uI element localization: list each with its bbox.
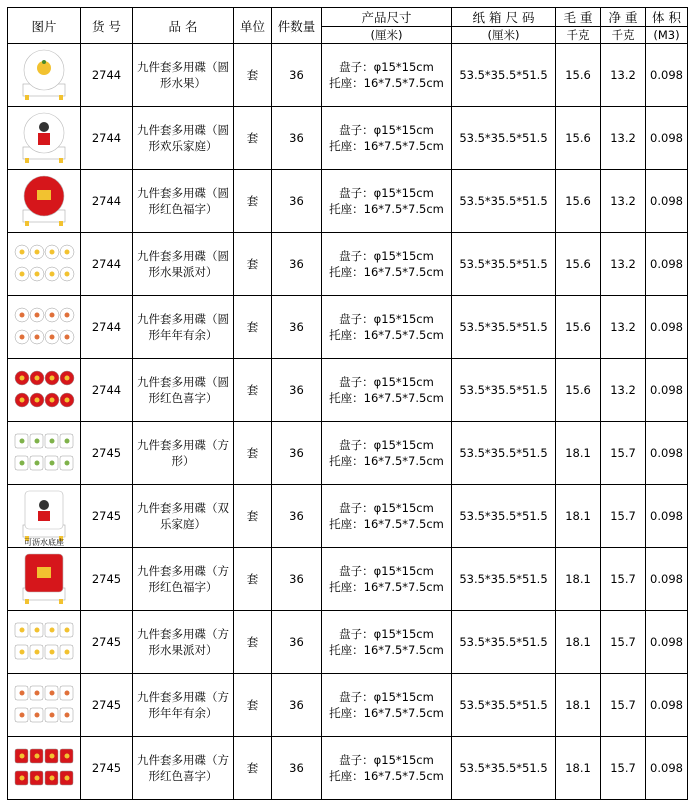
net-weight: 13.2 [601, 296, 646, 359]
net-weight: 13.2 [601, 44, 646, 107]
net-weight: 15.7 [601, 548, 646, 611]
product-size [322, 737, 452, 800]
product-image-cell [8, 44, 81, 107]
quantity: 36 [272, 359, 322, 422]
product-name-line2: 形年年有余） [148, 328, 218, 342]
item-no: 2744 [81, 107, 133, 170]
header-net-weight-unit: 千克 [601, 27, 646, 44]
product-name-line1: 九件套多用碟（圆 [137, 60, 229, 74]
net-weight: 15.7 [601, 674, 646, 737]
gross-weight: 15.6 [556, 44, 601, 107]
quantity: 36 [272, 485, 322, 548]
product-table [7, 7, 688, 800]
item-no: 2745 [81, 548, 133, 611]
table-row [8, 611, 688, 674]
plate-size: 盘子：φ15*15cm [339, 501, 434, 515]
table-row [8, 548, 688, 611]
net-weight: 15.7 [601, 422, 646, 485]
carton-size: 53.5*35.5*51.5 [452, 107, 556, 170]
carton-size: 53.5*35.5*51.5 [452, 44, 556, 107]
stand-size: 托座：16*7.5*7.5cm [329, 265, 444, 279]
product-name [133, 548, 234, 611]
product-size [322, 44, 452, 107]
product-name [133, 296, 234, 359]
round-surplus-grid-icon [13, 298, 75, 356]
net-weight: 13.2 [601, 170, 646, 233]
product-image-cell [8, 737, 81, 800]
unit: 套 [234, 107, 272, 170]
volume: 0.098 [646, 170, 688, 233]
product-image [13, 613, 75, 671]
product-size [322, 611, 452, 674]
carton-size: 53.5*35.5*51.5 [452, 737, 556, 800]
plate-size: 盘子：φ15*15cm [339, 312, 434, 326]
quantity: 36 [272, 548, 322, 611]
product-spec-sheet [7, 7, 687, 800]
product-image-cell [8, 485, 81, 548]
carton-size: 53.5*35.5*51.5 [452, 611, 556, 674]
item-no: 2745 [81, 422, 133, 485]
product-name-line1: 九件套多用碟（圆 [137, 312, 229, 326]
plate-size: 盘子：φ15*15cm [339, 690, 434, 704]
quantity: 36 [272, 233, 322, 296]
header-unit: 单位 [234, 8, 272, 44]
header-gross-weight-unit: 千克 [556, 27, 601, 44]
product-name-line1: 九件套多用碟（圆 [137, 249, 229, 263]
table-row [8, 107, 688, 170]
item-no: 2744 [81, 359, 133, 422]
quantity: 36 [272, 107, 322, 170]
unit: 套 [234, 611, 272, 674]
header-gross-weight: 毛 重 [556, 8, 601, 27]
gross-weight: 18.1 [556, 611, 601, 674]
net-weight: 15.7 [601, 737, 646, 800]
product-size [322, 233, 452, 296]
carton-size: 53.5*35.5*51.5 [452, 296, 556, 359]
product-name-line2: 形水果派对） [148, 265, 218, 279]
product-image [13, 487, 75, 545]
stand-size: 托座：16*7.5*7.5cm [329, 391, 444, 405]
quantity: 36 [272, 44, 322, 107]
product-name-line1: 九件套多用碟（方 [137, 438, 229, 452]
item-no: 2744 [81, 296, 133, 359]
product-image-cell [8, 359, 81, 422]
gross-weight: 15.6 [556, 296, 601, 359]
net-weight: 15.7 [601, 485, 646, 548]
stand-size: 托座：16*7.5*7.5cm [329, 517, 444, 531]
carton-size: 53.5*35.5*51.5 [452, 422, 556, 485]
header-net-weight: 净 重 [601, 8, 646, 27]
item-no: 2745 [81, 737, 133, 800]
square-fruit-party-icon [13, 613, 75, 671]
table-row [8, 170, 688, 233]
header-item-no: 货 号 [81, 8, 133, 44]
plate-size: 盘子：φ15*15cm [339, 564, 434, 578]
stand-size: 托座：16*7.5*7.5cm [329, 769, 444, 783]
product-image-cell [8, 107, 81, 170]
header-image: 图片 [8, 8, 81, 44]
plate-size: 盘子：φ15*15cm [339, 123, 434, 137]
unit: 套 [234, 548, 272, 611]
product-image [13, 739, 75, 797]
product-size [322, 107, 452, 170]
product-name [133, 674, 234, 737]
product-name [133, 422, 234, 485]
product-name [133, 485, 234, 548]
square-surplus-icon [13, 676, 75, 734]
product-image [13, 424, 75, 482]
product-name [133, 737, 234, 800]
product-image [13, 109, 75, 167]
product-name-line2: 形） [171, 454, 195, 468]
table-row [8, 422, 688, 485]
product-name [133, 44, 234, 107]
net-weight: 13.2 [601, 359, 646, 422]
volume: 0.098 [646, 611, 688, 674]
gross-weight: 15.6 [556, 107, 601, 170]
carton-size: 53.5*35.5*51.5 [452, 233, 556, 296]
item-no: 2745 [81, 611, 133, 674]
plate-size: 盘子：φ15*15cm [339, 249, 434, 263]
plate-size: 盘子：φ15*15cm [339, 186, 434, 200]
volume: 0.098 [646, 107, 688, 170]
stand-size: 托座：16*7.5*7.5cm [329, 580, 444, 594]
product-size [322, 548, 452, 611]
product-size [322, 359, 452, 422]
unit: 套 [234, 737, 272, 800]
product-size [322, 296, 452, 359]
product-name-line1: 九件套多用碟（方 [137, 564, 229, 578]
product-image-cell [8, 296, 81, 359]
quantity: 36 [272, 674, 322, 737]
table-row [8, 233, 688, 296]
product-image [13, 172, 75, 230]
net-weight: 13.2 [601, 107, 646, 170]
product-size [322, 674, 452, 737]
stand-size: 托座：16*7.5*7.5cm [329, 139, 444, 153]
carton-size: 53.5*35.5*51.5 [452, 485, 556, 548]
item-no: 2744 [81, 170, 133, 233]
header-volume: 体 积 [646, 8, 688, 27]
quantity: 36 [272, 422, 322, 485]
carton-size: 53.5*35.5*51.5 [452, 170, 556, 233]
stand-size: 托座：16*7.5*7.5cm [329, 706, 444, 720]
product-name-line2: 形红色福字） [148, 202, 218, 216]
volume: 0.098 [646, 359, 688, 422]
round-fruit-set-icon [13, 46, 75, 104]
image-caption: 可沥水底座 [24, 538, 64, 547]
stand-size: 托座：16*7.5*7.5cm [329, 643, 444, 657]
carton-size: 53.5*35.5*51.5 [452, 359, 556, 422]
product-name-line2: 形水果） [160, 76, 206, 90]
volume: 0.098 [646, 485, 688, 548]
product-image-cell [8, 611, 81, 674]
carton-size: 53.5*35.5*51.5 [452, 548, 556, 611]
product-name-line2: 形水果派对） [148, 643, 218, 657]
product-image [13, 361, 75, 419]
square-fruit-set-icon [13, 424, 75, 482]
stand-size: 托座：16*7.5*7.5cm [329, 454, 444, 468]
header-volume-unit: (M3) [646, 27, 688, 44]
carton-size: 53.5*35.5*51.5 [452, 674, 556, 737]
volume: 0.098 [646, 233, 688, 296]
product-image-cell [8, 170, 81, 233]
unit: 套 [234, 170, 272, 233]
gross-weight: 18.1 [556, 548, 601, 611]
plate-size: 盘子：φ15*15cm [339, 60, 434, 74]
product-name-line1: 九件套多用碟（圆 [137, 375, 229, 389]
gross-weight: 18.1 [556, 485, 601, 548]
product-name-line1: 九件套多用碟（方 [137, 690, 229, 704]
quantity: 36 [272, 170, 322, 233]
volume: 0.098 [646, 548, 688, 611]
product-image-cell [8, 674, 81, 737]
item-no: 2744 [81, 233, 133, 296]
product-name [133, 233, 234, 296]
product-name-line1: 九件套多用碟（双 [137, 501, 229, 515]
square-family-set-icon [13, 487, 75, 545]
item-no: 2745 [81, 674, 133, 737]
gross-weight: 18.1 [556, 737, 601, 800]
plate-size: 盘子：φ15*15cm [339, 438, 434, 452]
quantity: 36 [272, 737, 322, 800]
table-row [8, 296, 688, 359]
square-red-fu-set-icon [13, 550, 75, 608]
unit: 套 [234, 233, 272, 296]
table-row [8, 485, 688, 548]
gross-weight: 15.6 [556, 233, 601, 296]
product-name [133, 359, 234, 422]
table-row [8, 674, 688, 737]
unit: 套 [234, 422, 272, 485]
header-carton-size: 纸 箱 尺 码 [452, 8, 556, 27]
product-name-line1: 九件套多用碟（方 [137, 753, 229, 767]
unit: 套 [234, 674, 272, 737]
net-weight: 13.2 [601, 233, 646, 296]
product-name-line2: 形红色喜字） [148, 391, 218, 405]
product-size [322, 422, 452, 485]
volume: 0.098 [646, 296, 688, 359]
product-size [322, 485, 452, 548]
product-size [322, 170, 452, 233]
plate-size: 盘子：φ15*15cm [339, 627, 434, 641]
product-name-line2: 形红色喜字） [148, 769, 218, 783]
round-fruit-party-grid-icon [13, 235, 75, 293]
round-red-xi-grid-icon [13, 361, 75, 419]
quantity: 36 [272, 611, 322, 674]
stand-size: 托座：16*7.5*7.5cm [329, 328, 444, 342]
net-weight: 15.7 [601, 611, 646, 674]
plate-size: 盘子：φ15*15cm [339, 375, 434, 389]
item-no: 2745 [81, 485, 133, 548]
round-family-set-icon [13, 109, 75, 167]
header-product-size-unit: (厘米) [322, 27, 452, 44]
header-carton-size-unit: (厘米) [452, 27, 556, 44]
unit: 套 [234, 359, 272, 422]
stand-size: 托座：16*7.5*7.5cm [329, 76, 444, 90]
plate-size: 盘子：φ15*15cm [339, 753, 434, 767]
product-image-cell [8, 233, 81, 296]
product-image-cell [8, 548, 81, 611]
gross-weight: 15.6 [556, 170, 601, 233]
table-row [8, 737, 688, 800]
round-red-fu-set-icon [13, 172, 75, 230]
table-row [8, 359, 688, 422]
item-no: 2744 [81, 44, 133, 107]
table-row [8, 44, 688, 107]
square-red-xi-grid-icon [13, 739, 75, 797]
gross-weight: 15.6 [556, 359, 601, 422]
header-quantity: 件数量 [272, 8, 322, 44]
product-name-line2: 形欢乐家庭） [148, 139, 218, 153]
volume: 0.098 [646, 422, 688, 485]
gross-weight: 18.1 [556, 422, 601, 485]
volume: 0.098 [646, 737, 688, 800]
product-name-line1: 九件套多用碟（圆 [137, 123, 229, 137]
product-name-line2: 形年年有余） [148, 706, 218, 720]
product-name [133, 170, 234, 233]
quantity: 36 [272, 296, 322, 359]
product-image [13, 676, 75, 734]
product-name [133, 107, 234, 170]
product-name-line1: 九件套多用碟（方 [137, 627, 229, 641]
unit: 套 [234, 485, 272, 548]
stand-size: 托座：16*7.5*7.5cm [329, 202, 444, 216]
product-image [13, 235, 75, 293]
product-name [133, 611, 234, 674]
product-image [13, 46, 75, 104]
unit: 套 [234, 296, 272, 359]
product-image [13, 298, 75, 356]
gross-weight: 18.1 [556, 674, 601, 737]
product-name-line2: 乐家庭） [160, 517, 206, 531]
product-image [13, 550, 75, 608]
product-name-line2: 形红色福字） [148, 580, 218, 594]
product-name-line1: 九件套多用碟（圆 [137, 186, 229, 200]
header-product-size: 产品尺寸 [322, 8, 452, 27]
volume: 0.098 [646, 44, 688, 107]
header-product-name: 品 名 [133, 8, 234, 44]
product-image-cell [8, 422, 81, 485]
volume: 0.098 [646, 674, 688, 737]
unit: 套 [234, 44, 272, 107]
